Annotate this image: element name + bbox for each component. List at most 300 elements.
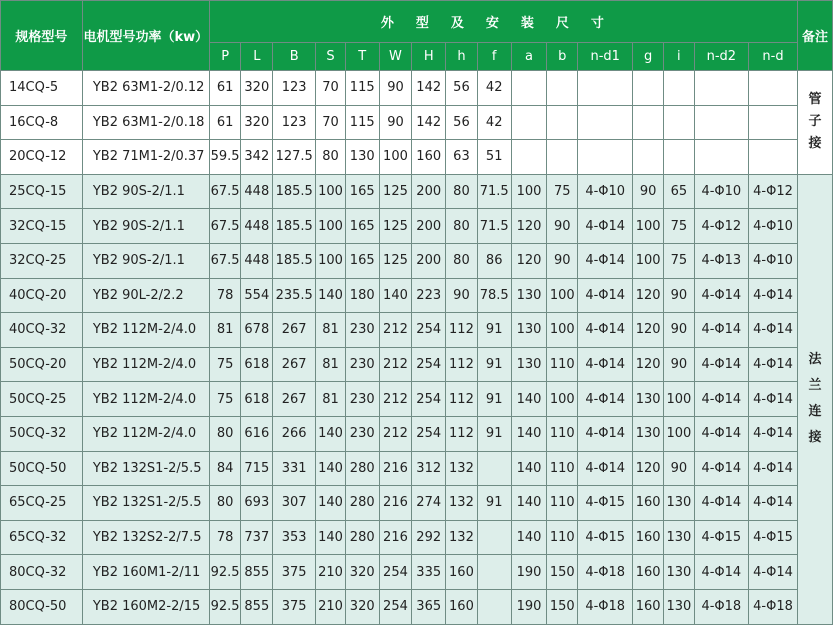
dimension-cell: 132	[446, 520, 478, 555]
dimension-cell: 235.5	[273, 278, 316, 313]
remark-column-header: 备注	[798, 1, 833, 71]
dimension-cell: 78.5	[477, 278, 511, 313]
dimension-cell: 223	[412, 278, 446, 313]
dimension-cell: 80	[446, 209, 478, 244]
dimension-cell: 266	[273, 416, 316, 451]
remark-pipe-connection-text: 管子接	[808, 92, 822, 152]
dimension-cell: 71.5	[477, 174, 511, 209]
dimension-cell: 254	[412, 416, 446, 451]
dimension-cell: 140	[511, 382, 547, 417]
dimension-cell: 125	[379, 174, 412, 209]
model-column-header: 规格型号	[1, 1, 83, 71]
dimension-cell: 130	[664, 589, 695, 624]
model-cell: 32CQ-15	[1, 209, 83, 244]
dimension-header-nd2-14: n-d2	[694, 43, 748, 71]
model-cell: 50CQ-50	[1, 451, 83, 486]
motor-cell: YB2 132S2-2/7.5	[82, 520, 209, 555]
dimension-cell: 130	[511, 278, 547, 313]
dimension-header-h-6: H	[412, 43, 446, 71]
dimension-cell: 200	[412, 243, 446, 278]
dimension-cell: 115	[345, 71, 379, 106]
dimension-cell: 75	[664, 243, 695, 278]
dimension-cell	[578, 140, 633, 175]
dimension-cell: 112	[446, 347, 478, 382]
dimension-cell: 4-Φ14	[748, 278, 797, 313]
dimension-cell	[633, 71, 664, 106]
dimension-cell: 200	[412, 174, 446, 209]
dimension-cell: 216	[379, 451, 412, 486]
dimension-cell: 715	[241, 451, 273, 486]
dimension-cell: 80	[209, 416, 241, 451]
dimension-cell: 4-Φ14	[694, 416, 748, 451]
motor-cell: YB2 112M-2/4.0	[82, 416, 209, 451]
dimension-cell: 254	[412, 313, 446, 348]
dimension-cell: 67.5	[209, 209, 241, 244]
dimension-cell: 140	[379, 278, 412, 313]
model-cell: 32CQ-25	[1, 243, 83, 278]
dimension-cell: 71.5	[477, 209, 511, 244]
table-row	[1, 555, 833, 590]
dimension-header-g-12: g	[633, 43, 664, 71]
dimension-cell: 678	[241, 313, 273, 348]
dimension-cell: 4-Φ12	[694, 209, 748, 244]
dimension-cell: 142	[412, 71, 446, 106]
motor-column-header: 电机型号功率（kw）	[82, 1, 209, 71]
dimension-cell: 100	[664, 382, 695, 417]
dimension-cell: 123	[273, 71, 316, 106]
dimension-cell: 91	[477, 486, 511, 521]
dimension-cell: 75	[547, 174, 578, 209]
dimension-cell: 140	[316, 451, 346, 486]
dimension-cell: 75	[209, 347, 241, 382]
dimension-cell: 100	[547, 278, 578, 313]
dimension-cell: 56	[446, 105, 478, 140]
dimension-cell: 4-Φ14	[694, 382, 748, 417]
dimension-cell: 4-Φ18	[748, 589, 797, 624]
dimension-cell: 320	[345, 555, 379, 590]
dimension-cell: 618	[241, 347, 273, 382]
dimension-cell: 4-Φ15	[694, 520, 748, 555]
dimension-cell: 80	[209, 486, 241, 521]
dimension-cell: 42	[477, 71, 511, 106]
dimension-cell: 4-Φ14	[694, 555, 748, 590]
dimension-cell: 185.5	[273, 243, 316, 278]
dimension-cell: 185.5	[273, 209, 316, 244]
dimension-cell: 100	[547, 313, 578, 348]
dimension-cell: 75	[664, 209, 695, 244]
dimension-cell: 90	[379, 71, 412, 106]
dimension-cell: 4-Φ14	[748, 486, 797, 521]
dimension-cell: 59.5	[209, 140, 241, 175]
dimension-cell: 90	[664, 347, 695, 382]
dimension-cell	[694, 71, 748, 106]
dimension-cell: 150	[547, 555, 578, 590]
dimension-cell: 216	[379, 520, 412, 555]
table-row	[1, 589, 833, 624]
dimension-header-p-0: P	[209, 43, 241, 71]
dimension-cell: 140	[511, 520, 547, 555]
dimension-cell: 90	[547, 243, 578, 278]
table-row	[1, 105, 833, 140]
dimension-cell	[633, 105, 664, 140]
dimension-cell: 4-Φ14	[578, 209, 633, 244]
dimension-cell: 212	[379, 382, 412, 417]
dimension-cell: 160	[633, 520, 664, 555]
dimension-cell: 127.5	[273, 140, 316, 175]
dimension-cell	[477, 520, 511, 555]
dimension-cell: 4-Φ14	[694, 486, 748, 521]
dimension-cell: 165	[345, 243, 379, 278]
dimension-cell: 4-Φ10	[578, 174, 633, 209]
dimension-cell: 160	[633, 486, 664, 521]
dimension-cell: 4-Φ14	[694, 347, 748, 382]
model-cell: 14CQ-5	[1, 71, 83, 106]
dimension-cell: 120	[511, 209, 547, 244]
dimension-cell: 110	[547, 520, 578, 555]
table-row	[1, 486, 833, 521]
dimension-cell: 130	[511, 313, 547, 348]
dimension-cell: 320	[345, 589, 379, 624]
dimension-cell: 65	[664, 174, 695, 209]
dimension-cell: 160	[446, 589, 478, 624]
dimension-cell: 292	[412, 520, 446, 555]
dimension-cell: 4-Φ14	[748, 451, 797, 486]
dimension-cell	[511, 140, 547, 175]
dimension-cell: 91	[477, 313, 511, 348]
dimension-cell: 216	[379, 486, 412, 521]
dimension-cell: 80	[316, 140, 346, 175]
dimension-cell: 230	[345, 382, 379, 417]
dimension-cell: 70	[316, 71, 346, 106]
dimension-cell: 212	[379, 313, 412, 348]
dimension-cell: 100	[664, 416, 695, 451]
dimension-cell: 130	[664, 486, 695, 521]
dimension-cell: 210	[316, 555, 346, 590]
dimension-cell: 90	[664, 451, 695, 486]
dimension-cell: 4-Φ14	[748, 555, 797, 590]
dimension-cell: 67.5	[209, 243, 241, 278]
dimension-cell: 210	[316, 589, 346, 624]
dimension-cell: 130	[633, 416, 664, 451]
dimension-cell: 63	[446, 140, 478, 175]
motor-cell: YB2 160M1-2/11	[82, 555, 209, 590]
dimension-cell: 80	[446, 243, 478, 278]
motor-cell: YB2 160M2-2/15	[82, 589, 209, 624]
dimension-cell: 353	[273, 520, 316, 555]
dimension-cell: 180	[345, 278, 379, 313]
dimension-cell: 51	[477, 140, 511, 175]
motor-cell: YB2 71M1-2/0.37	[82, 140, 209, 175]
dimension-cell	[664, 71, 695, 106]
table-row	[1, 520, 833, 555]
dimension-cell	[578, 105, 633, 140]
table-row	[1, 174, 833, 209]
motor-cell: YB2 90L-2/2.2	[82, 278, 209, 313]
motor-cell: YB2 63M1-2/0.12	[82, 71, 209, 106]
dimension-header-w-5: W	[379, 43, 412, 71]
dimension-cell: 4-Φ14	[748, 313, 797, 348]
dimension-cell	[748, 71, 797, 106]
dimension-cell: 230	[345, 416, 379, 451]
dimension-cell: 81	[209, 313, 241, 348]
dimension-cell: 100	[511, 174, 547, 209]
dimension-cell: 160	[633, 555, 664, 590]
motor-cell: YB2 112M-2/4.0	[82, 347, 209, 382]
dimension-cell: 80	[446, 174, 478, 209]
dimension-header-nd1-11: n-d1	[578, 43, 633, 71]
table-row	[1, 416, 833, 451]
dimension-cell: 90	[379, 105, 412, 140]
dimension-header-f-8: f	[477, 43, 511, 71]
dimension-cell: 448	[241, 209, 273, 244]
dimension-cell: 4-Φ14	[578, 278, 633, 313]
dimension-cell	[511, 105, 547, 140]
dimension-cell: 855	[241, 555, 273, 590]
dimension-cell	[748, 105, 797, 140]
table-row	[1, 71, 833, 106]
dimension-cell: 331	[273, 451, 316, 486]
dimension-cell: 91	[477, 347, 511, 382]
dimension-header-s-3: S	[316, 43, 346, 71]
dimension-cell	[477, 451, 511, 486]
dimension-cell: 100	[316, 243, 346, 278]
dimension-cell: 618	[241, 382, 273, 417]
dimension-header-b-2: B	[273, 43, 316, 71]
model-cell: 40CQ-20	[1, 278, 83, 313]
dimension-cell: 75	[209, 382, 241, 417]
dimension-cell: 737	[241, 520, 273, 555]
dimension-cell: 190	[511, 555, 547, 590]
dimension-cell: 365	[412, 589, 446, 624]
dimension-cell: 4-Φ14	[578, 451, 633, 486]
dimension-cell: 160	[412, 140, 446, 175]
dimension-cell: 150	[547, 589, 578, 624]
dimension-header-b-10: b	[547, 43, 578, 71]
table-row	[1, 382, 833, 417]
dimension-cell: 42	[477, 105, 511, 140]
dimension-cell: 254	[379, 555, 412, 590]
dimension-cell: 92.5	[209, 555, 241, 590]
dimension-cell: 4-Φ14	[748, 382, 797, 417]
dimension-cell: 81	[316, 382, 346, 417]
dimension-cell: 280	[345, 520, 379, 555]
dimension-cell: 254	[412, 382, 446, 417]
model-cell: 40CQ-32	[1, 313, 83, 348]
dimension-cell: 4-Φ14	[694, 278, 748, 313]
dimension-cell: 190	[511, 589, 547, 624]
motor-cell: YB2 63M1-2/0.18	[82, 105, 209, 140]
dimension-header-t-4: T	[345, 43, 379, 71]
motor-cell: YB2 112M-2/4.0	[82, 382, 209, 417]
motor-cell: YB2 90S-2/1.1	[82, 243, 209, 278]
dimension-cell	[633, 140, 664, 175]
dimension-cell: 130	[511, 347, 547, 382]
motor-cell: YB2 90S-2/1.1	[82, 209, 209, 244]
dimension-cell: 165	[345, 174, 379, 209]
dimension-cell: 267	[273, 313, 316, 348]
dimension-cell: 375	[273, 555, 316, 590]
dimension-cell	[547, 105, 578, 140]
dimension-cell: 81	[316, 313, 346, 348]
dimension-cell: 4-Φ15	[578, 520, 633, 555]
dimension-cell: 4-Φ14	[578, 347, 633, 382]
dimension-cell: 448	[241, 174, 273, 209]
dimension-cell: 125	[379, 209, 412, 244]
dimension-cell: 200	[412, 209, 446, 244]
remark-pipe-connection	[798, 71, 833, 175]
dimension-header-a-9: a	[511, 43, 547, 71]
dimension-cell: 61	[209, 105, 241, 140]
model-cell: 50CQ-25	[1, 382, 83, 417]
table-row	[1, 313, 833, 348]
dimension-cell: 90	[547, 209, 578, 244]
table-row	[1, 209, 833, 244]
dimension-cell: 91	[477, 382, 511, 417]
model-cell: 80CQ-50	[1, 589, 83, 624]
dimension-cell: 140	[316, 486, 346, 521]
dimension-cell: 140	[316, 278, 346, 313]
dimension-cell	[547, 140, 578, 175]
table-body	[1, 71, 833, 625]
dimension-cell: 100	[379, 140, 412, 175]
dimension-cell: 70	[316, 105, 346, 140]
dimension-cell: 335	[412, 555, 446, 590]
dimension-cell: 4-Φ14	[578, 243, 633, 278]
dimension-cell: 616	[241, 416, 273, 451]
dimension-cell: 4-Φ10	[748, 209, 797, 244]
dimension-cell: 4-Φ10	[748, 243, 797, 278]
dimension-cell	[748, 140, 797, 175]
dimension-cell: 120	[633, 451, 664, 486]
dimension-cell: 274	[412, 486, 446, 521]
dimension-cell: 4-Φ12	[748, 174, 797, 209]
dimension-cell: 4-Φ10	[694, 174, 748, 209]
dimension-header-i-13: i	[664, 43, 695, 71]
dimension-cell: 110	[547, 347, 578, 382]
dimension-cell: 84	[209, 451, 241, 486]
table-row	[1, 278, 833, 313]
dimension-cell: 212	[379, 347, 412, 382]
dimension-cell: 132	[446, 451, 478, 486]
dimension-cell	[547, 71, 578, 106]
dimension-cell: 90	[446, 278, 478, 313]
dimension-cell: 4-Φ18	[694, 589, 748, 624]
dimension-cell: 160	[446, 555, 478, 590]
dimension-cell: 140	[316, 416, 346, 451]
dimension-cell: 4-Φ14	[578, 313, 633, 348]
dimension-cell: 4-Φ14	[694, 451, 748, 486]
dimension-cell: 112	[446, 416, 478, 451]
motor-cell: YB2 132S1-2/5.5	[82, 451, 209, 486]
dimension-cell: 280	[345, 451, 379, 486]
dimension-cell: 112	[446, 382, 478, 417]
dimension-cell: 693	[241, 486, 273, 521]
dimension-cell	[694, 105, 748, 140]
dimension-cell: 342	[241, 140, 273, 175]
dimension-cell: 130	[664, 555, 695, 590]
dimension-cell: 120	[633, 347, 664, 382]
dimension-cell: 86	[477, 243, 511, 278]
dimension-header-nd-15: n-d	[748, 43, 797, 71]
dimension-cell: 140	[316, 520, 346, 555]
dimension-cell: 110	[547, 451, 578, 486]
dimension-cell: 312	[412, 451, 446, 486]
remark-flange-connection-text: 法兰连接	[808, 352, 822, 446]
dimension-cell: 120	[633, 313, 664, 348]
dimension-cell: 92.5	[209, 589, 241, 624]
dimension-cell: 130	[633, 382, 664, 417]
dimension-cell: 4-Φ18	[578, 555, 633, 590]
dimension-cell: 140	[511, 416, 547, 451]
dimension-cell	[511, 71, 547, 106]
table-row	[1, 243, 833, 278]
motor-cell: YB2 132S1-2/5.5	[82, 486, 209, 521]
dimension-cell: 320	[241, 105, 273, 140]
model-cell: 50CQ-20	[1, 347, 83, 382]
dimension-cell: 140	[511, 451, 547, 486]
dimension-cell: 110	[547, 486, 578, 521]
dimension-cell	[578, 71, 633, 106]
dimension-cell: 160	[633, 589, 664, 624]
dimension-cell: 554	[241, 278, 273, 313]
dimension-cell: 125	[379, 243, 412, 278]
dimension-cell: 120	[633, 278, 664, 313]
dimension-cell: 123	[273, 105, 316, 140]
remark-flange-connection	[798, 174, 833, 624]
dimension-cell: 375	[273, 589, 316, 624]
dimension-cell: 100	[633, 243, 664, 278]
model-cell: 50CQ-32	[1, 416, 83, 451]
model-cell: 65CQ-25	[1, 486, 83, 521]
dimension-cell: 307	[273, 486, 316, 521]
dimension-cell: 267	[273, 382, 316, 417]
dimension-cell: 165	[345, 209, 379, 244]
dimension-cell: 56	[446, 71, 478, 106]
dimension-cell: 132	[446, 486, 478, 521]
dimension-cell: 100	[633, 209, 664, 244]
dimension-header-h-7: h	[446, 43, 478, 71]
dimension-cell: 67.5	[209, 174, 241, 209]
model-cell: 80CQ-32	[1, 555, 83, 590]
dimension-cell: 320	[241, 71, 273, 106]
dimension-cell: 448	[241, 243, 273, 278]
dimension-cell	[664, 140, 695, 175]
dimension-cell: 4-Φ15	[748, 520, 797, 555]
dimension-cell: 185.5	[273, 174, 316, 209]
dimension-cell: 100	[547, 382, 578, 417]
dimension-cell: 140	[511, 486, 547, 521]
dimension-cell: 90	[633, 174, 664, 209]
dimension-cell: 61	[209, 71, 241, 106]
table-row	[1, 347, 833, 382]
dimension-cell: 90	[664, 278, 695, 313]
dimensions-group-header: 外型及安装尺寸	[209, 1, 797, 43]
dimension-cell: 78	[209, 520, 241, 555]
dimension-cell: 90	[664, 313, 695, 348]
dimension-cell: 130	[664, 520, 695, 555]
dimension-cell: 4-Φ14	[748, 416, 797, 451]
motor-cell: YB2 112M-2/4.0	[82, 313, 209, 348]
dimension-cell: 115	[345, 105, 379, 140]
model-cell: 25CQ-15	[1, 174, 83, 209]
dimension-cell: 254	[379, 589, 412, 624]
dimension-cell: 212	[379, 416, 412, 451]
dimension-cell: 4-Φ14	[694, 313, 748, 348]
motor-cell: YB2 90S-2/1.1	[82, 174, 209, 209]
dimension-cell: 4-Φ14	[748, 347, 797, 382]
dimension-cell: 230	[345, 347, 379, 382]
dimension-cell: 110	[547, 416, 578, 451]
